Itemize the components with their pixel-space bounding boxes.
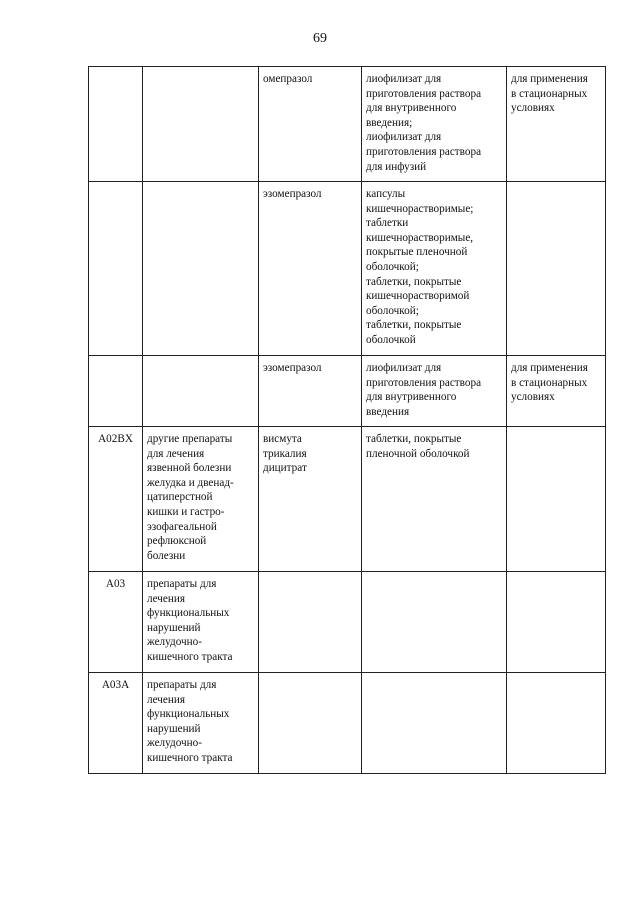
- table-row: [89, 673, 606, 774]
- atc-code-cell: [89, 67, 143, 182]
- atc-code-cell: [89, 182, 143, 356]
- table-row: [89, 427, 606, 572]
- dosage-form-cell: [362, 572, 507, 673]
- drug-name-cell: омепразол: [259, 67, 362, 182]
- group-cell: другие препараты для лечения язвенной болезни желудка и двенад- цатиперстной кишки и гастро- эзофагеальной рефлюксной болезни: [143, 427, 259, 572]
- atc-code-cell: [89, 356, 143, 427]
- drug-table: [88, 66, 606, 774]
- table-row: [89, 572, 606, 673]
- note-cell: [507, 572, 606, 673]
- group-cell: [143, 182, 259, 356]
- table-row: [89, 67, 606, 182]
- note-cell: [507, 673, 606, 774]
- group-cell: [143, 67, 259, 182]
- dosage-form-cell: лиофилизат для приготовления раствора для внутривенного введения: [362, 356, 507, 427]
- note-cell: [507, 182, 606, 356]
- drug-name-cell: эзомепразол: [259, 356, 362, 427]
- drug-name-cell: эзомепразол: [259, 182, 362, 356]
- page-number: 69: [313, 31, 327, 46]
- dosage-form-cell: таблетки, покрытые пленочной оболочкой: [362, 427, 507, 572]
- note-cell: [507, 427, 606, 572]
- drug-name-cell: висмута трикалия дицитрат: [259, 427, 362, 572]
- group-cell: [143, 356, 259, 427]
- drug-name-cell: [259, 673, 362, 774]
- group-cell: препараты для лечения функциональных нарушений желудочно- кишечного тракта: [143, 572, 259, 673]
- atc-code-cell: A02BX: [89, 427, 143, 572]
- table-row: [89, 356, 606, 427]
- atc-code-cell: A03: [89, 572, 143, 673]
- dosage-form-cell: [362, 673, 507, 774]
- table-row: [89, 182, 606, 356]
- note-cell: для применения в стационарных условиях: [507, 67, 606, 182]
- atc-code-cell: A03A: [89, 673, 143, 774]
- note-cell: для применения в стационарных условиях: [507, 356, 606, 427]
- drug-name-cell: [259, 572, 362, 673]
- dosage-form-cell: лиофилизат для приготовления раствора для внутривенного введения; лиофилизат для приготовления раствора для инфузий: [362, 67, 507, 182]
- group-cell: препараты для лечения функциональных нарушений желудочно- кишечного тракта: [143, 673, 259, 774]
- dosage-form-cell: капсулы кишечнорастворимые; таблетки кишечнорастворимые, покрытые пленочной оболочкой; таблетки, покрытые кишечнорастворимой оболочкой; таблетки, покрытые оболочкой: [362, 182, 507, 356]
